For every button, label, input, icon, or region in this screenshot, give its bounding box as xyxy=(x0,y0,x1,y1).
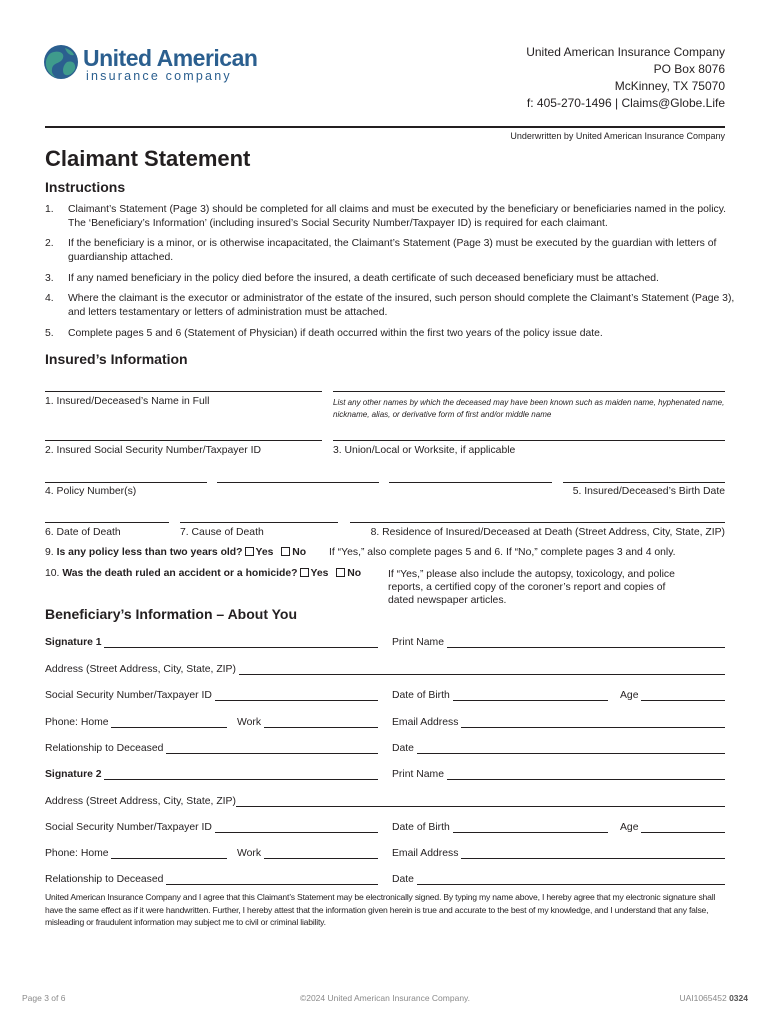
copyright: ©2024 United American Insurance Company. xyxy=(299,993,471,1003)
policy-number-field-2[interactable] xyxy=(217,482,379,483)
address-field[interactable] xyxy=(239,665,725,675)
phone-row xyxy=(45,845,227,859)
email-field[interactable] xyxy=(461,718,725,728)
page-title: Claimant Statement xyxy=(45,146,251,171)
underwritten-note: Underwritten by United American Insurance Company xyxy=(510,131,725,141)
item-number: 2. xyxy=(45,238,54,249)
question-9-note: If “Yes,” also complete pages 5 and 6. If “No,” complete pages 3 and 4 only. xyxy=(329,547,676,558)
item-text: Claimant’s Statement (Page 3) should be completed for all claims and must be executed by the beneficiary or beneficiaries named in the policy. The ‘Beneficiary’s Information’ (including insured’s Social Security Number/Taxpayer ID) is required for each claimant. xyxy=(68,204,727,229)
email-label: Email Address xyxy=(392,848,459,859)
note-line: If “Yes,” please also include the autopsy, toxicology, and police xyxy=(388,569,675,580)
email-field[interactable] xyxy=(461,849,725,859)
instructions-heading: Instructions xyxy=(45,179,126,195)
no-label: No xyxy=(347,568,362,579)
email-row xyxy=(392,714,725,728)
ssn-field[interactable] xyxy=(45,440,322,441)
ssn-field[interactable] xyxy=(215,823,378,833)
print-name-label: Print Name xyxy=(392,637,444,648)
dob-row xyxy=(392,819,608,833)
ssn-label: Social Security Number/Taxpayer ID xyxy=(45,822,212,833)
address-label: Address (Street Address, City, State, ZIP) xyxy=(45,796,236,807)
birth-date-field[interactable] xyxy=(563,482,725,483)
work-label: Work xyxy=(237,848,262,859)
dob-row xyxy=(392,687,608,701)
insured-name-label: 1. Insured/Deceased’s Name in Full xyxy=(45,396,210,407)
relationship-label: Relationship to Deceased xyxy=(45,743,164,754)
signature-2-label: Signature 2 xyxy=(45,769,102,780)
ssn-row xyxy=(45,819,378,833)
form-code-date: 0324 xyxy=(729,993,748,1003)
date-of-death-field[interactable] xyxy=(45,522,169,523)
other-names-note: List any other names by which the deceased may have been known such as maiden name, hyphenated name, nickname, alias, or derivative form of first and/or middle name xyxy=(333,398,725,419)
yes-label: Yes xyxy=(255,547,274,558)
ssn-label: Social Security Number/Taxpayer ID xyxy=(45,690,212,701)
contact-line: f: 405-270-1496 | Claims@Globe.Life xyxy=(526,96,725,110)
email-row xyxy=(392,845,725,859)
company-address xyxy=(526,44,725,112)
policy-number-label: 4. Policy Number(s) xyxy=(45,486,137,497)
form-code xyxy=(679,993,748,1003)
item-number: 5. xyxy=(45,328,54,339)
policy-number-field-1[interactable] xyxy=(45,482,207,483)
phone-field[interactable] xyxy=(111,718,227,728)
cause-of-death-field[interactable] xyxy=(180,522,338,523)
item-number: 4. xyxy=(45,293,54,304)
form-code-id: UAI1065452 xyxy=(679,993,727,1003)
residence-label: 8. Residence of Insured/Deceased at Death (Street Address, City, State, ZIP) xyxy=(370,527,725,538)
email-label: Email Address xyxy=(392,717,459,728)
work-phone-field[interactable] xyxy=(264,718,378,728)
print-name-label: Print Name xyxy=(392,769,444,780)
birth-date-label: 5. Insured/Deceased’s Birth Date xyxy=(572,486,725,497)
question-10-note xyxy=(388,568,675,607)
print-name-field[interactable] xyxy=(447,638,725,648)
relationship-label: Relationship to Deceased xyxy=(45,874,164,885)
dob-label: Date of Birth xyxy=(392,822,450,833)
date-label: Date xyxy=(392,743,414,754)
signature-2-row xyxy=(45,766,378,780)
relationship-row xyxy=(45,871,378,885)
date-label: Date xyxy=(392,874,414,885)
no-label: No xyxy=(292,547,307,558)
date-row xyxy=(392,871,725,885)
question-number: 10. xyxy=(45,568,60,579)
dob-label: Date of Birth xyxy=(392,690,450,701)
address-field[interactable] xyxy=(236,797,725,807)
age-field[interactable] xyxy=(641,691,725,701)
insured-name-field[interactable] xyxy=(45,391,322,392)
age-label: Age xyxy=(620,822,639,833)
phone-label: Phone: Home xyxy=(45,717,109,728)
address-row xyxy=(45,793,725,807)
item-text: If the beneficiary is a minor, or is otherwise incapacitated, the Claimant’s Statement (Page 3) must be executed by the guardian with letters of guardianship attached. xyxy=(68,238,717,263)
item-text: Complete pages 5 and 6 (Statement of Physician) if death occurred within the first two years of the policy issue date. xyxy=(68,328,603,339)
globe-icon xyxy=(43,44,79,80)
signature-1-row xyxy=(45,634,378,648)
address-label: Address (Street Address, City, State, ZIP) xyxy=(45,664,236,675)
age-field[interactable] xyxy=(641,823,725,833)
age-row xyxy=(620,687,725,701)
address-row xyxy=(45,661,725,675)
address-line: PO Box 8076 xyxy=(653,62,725,76)
work-phone-field[interactable] xyxy=(264,849,378,859)
question-text: Was the death ruled an accident or a homicide? xyxy=(62,568,298,579)
age-label: Age xyxy=(620,690,639,701)
item-number: 3. xyxy=(45,273,54,284)
instruction-item xyxy=(45,203,735,231)
question-10 xyxy=(45,568,361,579)
policy-number-field-3[interactable] xyxy=(389,482,552,483)
print-name-row xyxy=(392,634,725,648)
phone-field[interactable] xyxy=(111,849,227,859)
signature-1-field[interactable] xyxy=(104,638,378,648)
date-of-death-label: 6. Date of Death xyxy=(45,527,121,538)
other-names-field[interactable] xyxy=(333,391,725,392)
insured-heading: Insured’s Information xyxy=(45,351,188,367)
residence-field[interactable] xyxy=(350,522,725,523)
date-field[interactable] xyxy=(417,875,725,885)
address-line: McKinney, TX 75070 xyxy=(614,79,725,93)
question-number: 9. xyxy=(45,547,54,558)
age-row xyxy=(620,819,725,833)
logo-subtitle: insurance company xyxy=(86,69,232,83)
relationship-field[interactable] xyxy=(166,744,378,754)
union-field[interactable] xyxy=(333,440,725,441)
ssn-label: 2. Insured Social Security Number/Taxpayer ID xyxy=(45,445,261,456)
beneficiary-heading: Beneficiary’s Information – About You xyxy=(45,606,298,622)
print-name-field[interactable] xyxy=(447,770,725,780)
logo-brand: United American xyxy=(83,45,258,71)
note-line: reports, a certified copy of the coroner’s report and copies of xyxy=(388,582,666,593)
phone-label: Phone: Home xyxy=(45,848,109,859)
signature-1-label: Signature 1 xyxy=(45,637,102,648)
date-field[interactable] xyxy=(417,744,725,754)
item-text: Where the claimant is the executor or administrator of the estate of the insured, such person should complete the Claimant’s Statement (Page 3), and letters testamentary or letters of administration must be attached. xyxy=(68,293,735,318)
e-signature-agreement: United American Insurance Company and I agree that this Claimant’s Statement may be electronically signed. By typing my name above, I hereby agree that my electronic signature shall have the same effect as if it were handwritten. Further, I hereby attest that the information given herein is true and accurate to the best of my knowledge, and I understand that any false, misleading or fraudulent information may subject me to civil or criminal liability. xyxy=(45,892,716,927)
dob-field[interactable] xyxy=(453,691,608,701)
question-9 xyxy=(45,547,306,558)
yes-checkbox[interactable] xyxy=(245,547,254,556)
instruction-item xyxy=(45,272,735,286)
union-label: 3. Union/Local or Worksite, if applicable xyxy=(333,445,516,456)
cause-of-death-label: 7. Cause of Death xyxy=(180,527,264,538)
no-checkbox[interactable] xyxy=(281,547,290,556)
work-label: Work xyxy=(237,717,262,728)
note-line: dated newspaper articles. xyxy=(388,595,507,606)
yes-checkbox[interactable] xyxy=(300,568,309,577)
print-name-row xyxy=(392,766,725,780)
company-logo xyxy=(43,42,273,86)
dob-field[interactable] xyxy=(453,823,608,833)
instruction-item xyxy=(45,327,735,341)
instruction-item xyxy=(45,292,735,320)
relationship-row xyxy=(45,740,378,754)
ssn-field[interactable] xyxy=(215,691,378,701)
relationship-field[interactable] xyxy=(166,875,378,885)
instruction-item xyxy=(45,237,735,265)
yes-label: Yes xyxy=(310,568,329,579)
question-text: Is any policy less than two years old? xyxy=(56,547,243,558)
work-row xyxy=(237,845,378,859)
page-number: Page 3 of 6 xyxy=(22,993,66,1003)
no-checkbox[interactable] xyxy=(336,568,345,577)
address-line: United American Insurance Company xyxy=(526,45,725,59)
signature-2-field[interactable] xyxy=(104,770,378,780)
item-text: If any named beneficiary in the policy died before the insured, a death certificate of such deceased beneficiary must be attached. xyxy=(68,273,659,284)
ssn-row xyxy=(45,687,378,701)
work-row xyxy=(237,714,378,728)
phone-row xyxy=(45,714,227,728)
item-number: 1. xyxy=(45,204,54,215)
header-divider xyxy=(45,126,725,128)
date-row xyxy=(392,740,725,754)
